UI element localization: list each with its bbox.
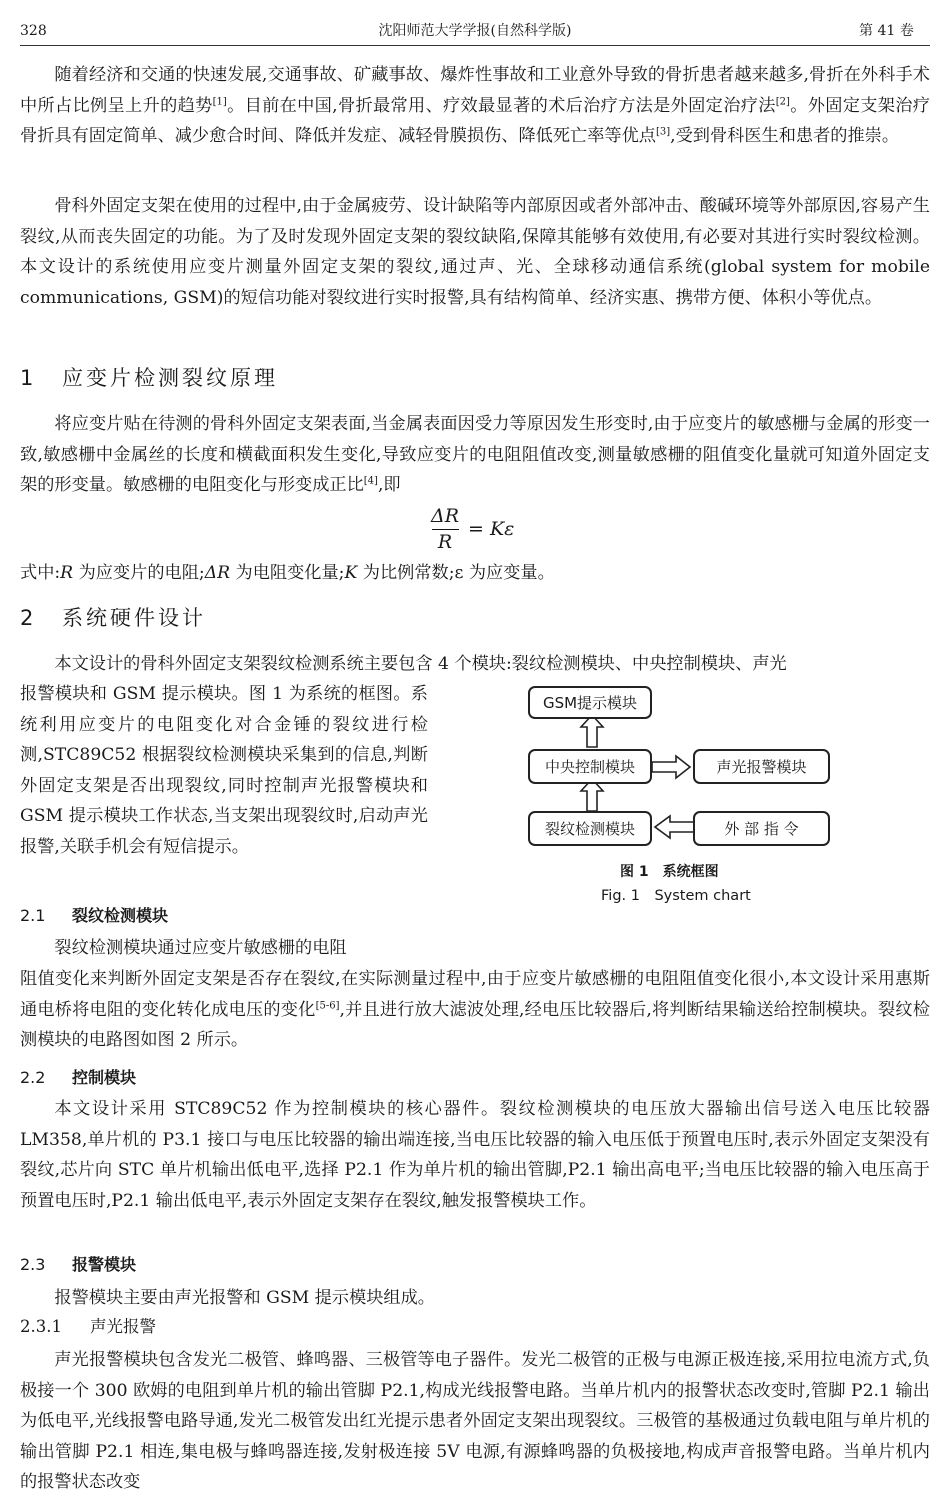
intro-paragraph-2: 骨科外固定支架在使用的过程中,由于金属疲劳、设计缺陷等内部原因或者外部冲击、酸碱环境等外部原因,容易产生裂纹,从而丧失固定的功能。为了及时发现外固定支架的裂纹缺陷,保障其能够有效使用,有必要对其进行实时裂纹检测。本文设计的系统使用应变片测量外固定支架的裂纹,通过声、光、全球移动通信系统(global system for mobile communications, GSM)的短信功能对裂纹进行实时报警,具有结构简单、经济实惠、携带方便、体积小等优点。	[20, 196, 930, 308]
formula-denominator: R	[437, 531, 453, 553]
subsection-2-2-heading: 2.2 控制模块	[20, 1068, 137, 1087]
header-rule	[20, 45, 930, 46]
gsm-module-box: GSM提示模块	[528, 686, 652, 719]
fraction-bar	[432, 529, 459, 530]
formula-numerator: ΔR	[430, 505, 460, 527]
section-2-heading: 2 系统硬件设计	[20, 606, 206, 630]
page-number: 328	[20, 23, 47, 39]
citation-5-6: [5-6]	[315, 999, 340, 1011]
figure-1-system-chart	[524, 683, 840, 913]
subsection-2-2-paragraph: 本文设计采用 STC89C52 作为控制模块的核心器件。裂纹检测模块的电压放大器输出信号送入电压比较器 LM358,单片机的 P3.1 接口与电压比较器的输出端连接,当电压比较器的输入电压低于预置电压时,表示外固定支架没有裂纹,芯片向 STC 单片机输出低电平,选择 P2.1 作为单片机的输出管脚,P2.1 输出高电平;当电压比较器的输入电压高于预置电压时,P2.1 输出低电平,表示外固定支架存在裂纹,触发报警模块工作。	[20, 1099, 930, 1211]
figure-1-caption-cn: 图 1 系统框图	[620, 864, 719, 880]
citation-3: [3]	[655, 126, 671, 138]
section-2-paragraph-wrap: 报警模块和 GSM 提示模块。图 1 为系统的框图。系统利用应变片的电阻变化对合金锤的裂纹进行检测,STC89C52 根据裂纹检测模块采集到的信息,判断外固定支架是否出现裂纹,同时控制声光报警模块和 GSM 提示模块工作状态,当支架出现裂纹时,启动声光报警,关联手机会有短信提示。	[20, 684, 428, 857]
citation-2: [2]	[775, 95, 790, 107]
citation-4: [4]	[363, 475, 378, 487]
subsection-2-3-paragraph: 报警模块主要由声光报警和 GSM 提示模块组成。	[54, 1288, 435, 1308]
formula-equals: =	[468, 518, 484, 540]
journal-title: 沈阳师范大学学报(自然科学版)	[378, 23, 572, 39]
figure-1-caption-en: Fig. 1 System chart	[601, 888, 751, 904]
arrow-external-to-crack	[655, 816, 694, 838]
citation-1: [1]	[212, 95, 227, 107]
alarm-module-box: 声光报警模块	[693, 749, 830, 784]
formula-rhs: Kε	[489, 518, 515, 540]
subsection-2-3-heading: 2.3 报警模块	[20, 1255, 137, 1274]
section-2-paragraph-top: 本文设计的骨科外固定支架裂纹检测系统主要包含 4 个模块:裂纹检测模块、中央控制模块、声光	[54, 654, 787, 674]
arrow-central-to-gsm	[581, 715, 603, 747]
arrow-central-to-alarm	[652, 756, 690, 778]
section-1-heading: 1 应变片检测裂纹原理	[20, 366, 278, 390]
central-control-box: 中央控制模块	[528, 749, 652, 784]
volume-label: 第 41 卷	[859, 23, 914, 39]
external-command-box: 外 部 指 令	[693, 811, 830, 846]
subsection-2-3-1-heading: 2.3.1 声光报警	[20, 1317, 156, 1336]
section-1-paragraph: 将应变片贴在待测的骨科外固定支架表面,当金属表面因受力等原因发生形变时,由于应变片的敏感栅与金属的形变一致,敏感栅中金属丝的长度和横截面积发生变化,导致应变片的电阻阻值改变,测量敏感栅的阻值变化量就可知道外固定支架的形变量。敏感栅的电阻变化与形变成正比[4],即	[20, 414, 930, 496]
subsection-2-1-first-line: 裂纹检测模块通过应变片敏感栅的电阻	[54, 938, 347, 958]
formula-definitions: 式中:R 为应变片的电阻;ΔR 为电阻变化量;K 为比例常数;ε 为应变量。	[20, 563, 555, 583]
crack-detection-box: 裂纹检测模块	[528, 811, 652, 846]
subsection-2-1-heading: 2.1 裂纹检测模块	[20, 906, 169, 925]
intro-paragraph-1: 随着经济和交通的快速发展,交通事故、矿藏事故、爆炸性事故和工业意外导致的骨折患者越来越多,骨折在外科手术中所占比例呈上升的趋势[1]。目前在中国,骨折最常用、疗效最显著的术后治疗方法是外固定治疗法[2]。外固定支架治疗骨折具有固定简单、减少愈合时间、降低并发症、减轻骨膜损伤、降低死亡率等优点[3],受到骨科医生和患者的推崇。	[20, 65, 930, 147]
subsection-2-1-paragraph: 阻值变化来判断外固定支架是否存在裂纹,在实际测量过程中,由于应变片敏感栅的电阻阻值变化很小,本文设计采用惠斯通电桥将电阻的变化转化成电压的变化[5-6],并且进行放大滤波处理,经电压比较器后,将判断结果输送给控制模块。裂纹检测模块的电路图如图 2 所示。	[20, 969, 930, 1051]
subsection-2-3-1-paragraph: 声光报警模块包含发光二极管、蜂鸣器、三极管等电子器件。发光二极管的正极与电源正极连接,采用拉电流方式,负极接一个 300 欧姆的电阻到单片机的输出管脚 P2.1,构成光线报警电路。当单片机内的报警状态改变时,管脚 P2.1 输出为低电平,光线报警电路导通,发光二极管发出红光提示患者外固定支架出现裂纹。三极管的基极通过负载电阻与单片机的输出管脚 P2.1 相连,集电极与蜂鸣器连接,发射极连接 5V 电源,有源蜂鸣器的负极接地,构成声音报警电路。当单片机内的报警状态改变	[20, 1350, 930, 1493]
